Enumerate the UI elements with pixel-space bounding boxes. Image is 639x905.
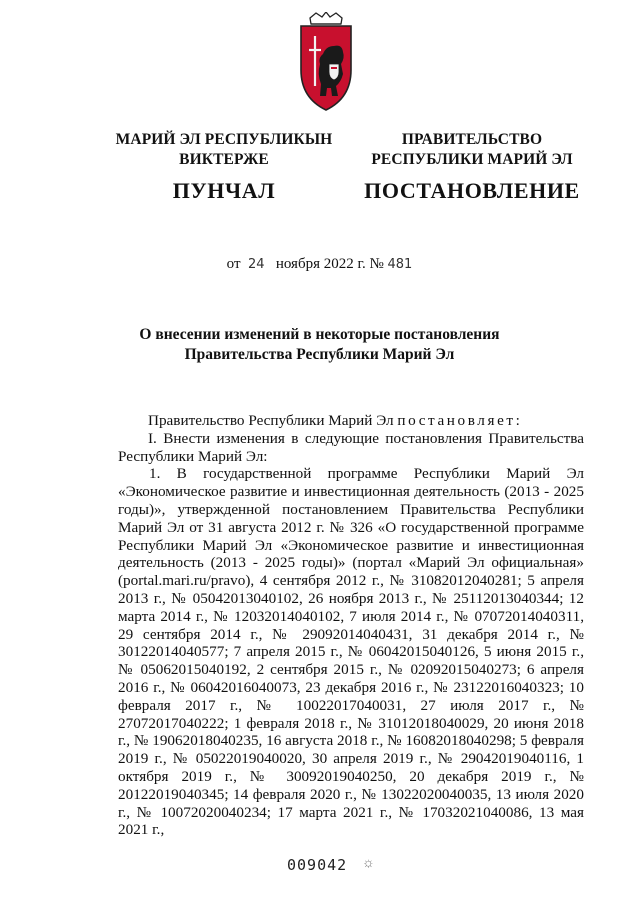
decree-verb: постановляет: (397, 412, 523, 429)
date-prefix: от (226, 256, 241, 272)
document-title (0, 325, 639, 365)
paragraph-2: 1. В государственной программе Республики Марий Эл «Экономическое развитие и инвестиционная деятельность (2013 - 2025 годы)», утвержденной постановлением Правительства Республики Марий Эл от 31 августа 2012 г. № 326 «О государственной программе Республики Марий Эл «Экономическое развитие и инвестиционная деятельность (2013 - 2025 годы)» (портал «Марий Эл официальная» (portal.mari.ru/pravo), 4 сентября 2012 г., № 31082012040281; 5 апреля 2013 г., № 05042013040102, 26 ноября 2013 г., № 25112013040344; 12 марта 2014 г., № 12032014040102, 7 июля 2014 г., № 07072014040311, 29 сентября 2014 г., № 29092014040431, 31 декабря 2014 г., № 30122014040577; 7 апреля 2015 г., № 06042015040126, 5 июня 2015 г., № 05062015040192, 2 сентября 2015 г., № 02092015040273; 6 апреля 2016 г., № 06042016040073, 23 декабря 2016 г., № 23122016040323; 10 февраля 2017 г., № 10022017040031, 27 июля 2017 г., № 27072017040222; 1 февраля 2018 г., № 31012018040029, 20 июня 2018 г., № 19062018040235, 16 августа 2018 г., № 16082018040298; 5 февраля 2019 г., № 05022019040020, 30 апреля 2019 г., № 29042019040116, 1 октября 2019 г., № 30092019040250, 20 декабря 2019 г., № 20122019040345; 14 февраля 2020 г., № 13022020040035, 13 июля 2020 г., № 10072020040234; 17 марта 2021 г., № 17032021040086, 13 мая 2021 г., (118, 465, 584, 839)
page-number: 009042 (287, 856, 348, 874)
header-left-line1: МАРИЙ ЭЛ РЕСПУБЛИКЫН (115, 131, 333, 148)
title-line2: Правительства Республики Марий Эл (184, 346, 455, 363)
header-right-line1: ПРАВИТЕЛЬСТВО (401, 131, 543, 148)
header-right-block (362, 130, 582, 205)
header-left-doc-type: ПУНЧАЛ (172, 178, 276, 203)
header-right-doc-type: ПОСТАНОВЛЕНИЕ (364, 178, 580, 203)
header-right-line2: РЕСПУБЛИКИ МАРИЙ ЭЛ (371, 151, 573, 168)
date-month-year: ноября 2022 г. № (275, 256, 384, 272)
date-day: 24 (248, 257, 265, 272)
decree-statement (118, 412, 584, 430)
header-left-block (104, 130, 344, 205)
date-line (0, 256, 639, 273)
footer-mark: ☼ (362, 856, 375, 871)
title-line1: О внесении изменений в некоторые постановления (139, 326, 500, 343)
paragraph-1: I. Внести изменения в следующие постановления Правительства Республики Марий Эл: (118, 429, 584, 465)
decree-subject: Правительство Республики Марий Эл (148, 412, 394, 429)
coat-of-arms-icon (296, 12, 356, 112)
document-body (118, 412, 584, 839)
header-left-line2: ВИКТЕРЖЕ (179, 151, 269, 168)
decree-number: 481 (387, 257, 413, 272)
